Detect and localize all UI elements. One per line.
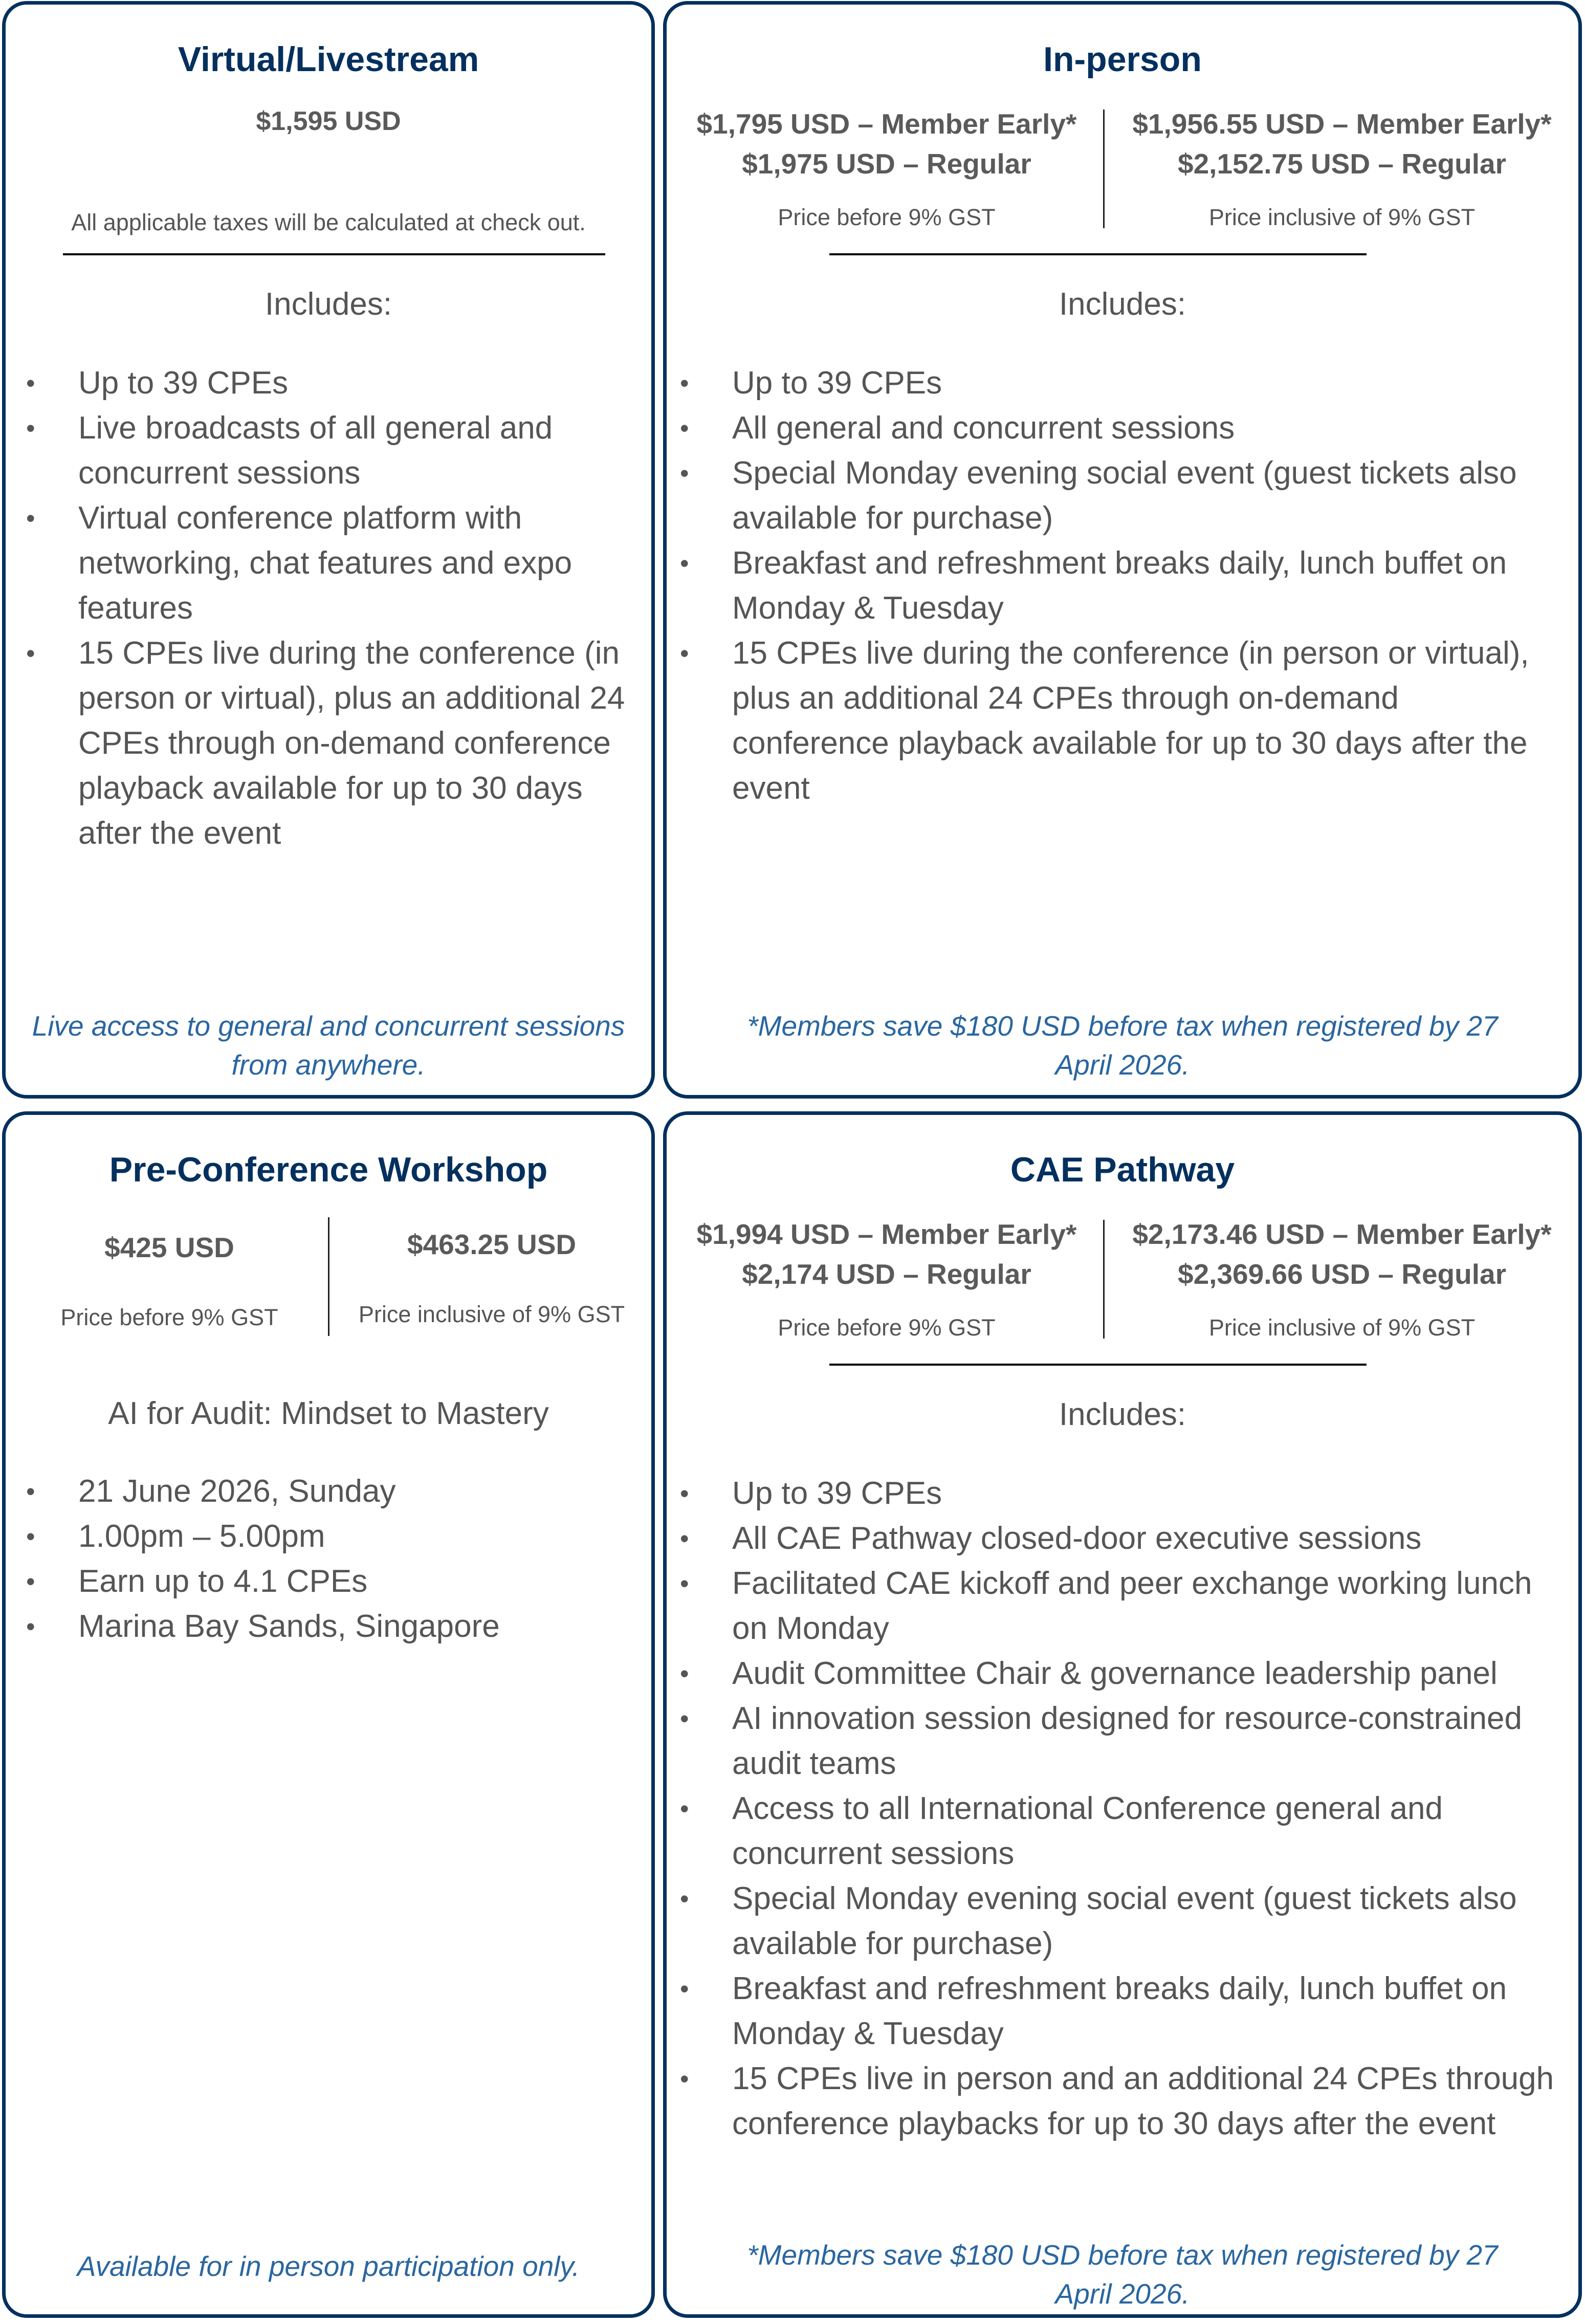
bullet-icon: • xyxy=(680,1479,689,1508)
bullet-icon: • xyxy=(680,1884,689,1913)
price-label: Price inclusive of 9% GST xyxy=(1208,204,1476,230)
column-divider xyxy=(1103,109,1105,228)
bullet-icon: • xyxy=(680,414,689,443)
list-item: • 15 CPEs live during the conference (in person or virtual), plus an additional 24 CPEs through on-demand conference playback available for up to 30 days after the event xyxy=(13,631,631,856)
price-before-tax xyxy=(6,1227,333,1331)
price-incl-tax xyxy=(1107,104,1577,231)
divider xyxy=(829,1364,1367,1366)
price: $463.25 USD xyxy=(407,1229,577,1260)
list-item: • Virtual conference platform with networking, chat features and expo features xyxy=(13,496,631,631)
member-early-price: $1,956.55 USD – Member Early* xyxy=(1132,108,1552,140)
includes-label: Includes: xyxy=(1059,287,1186,322)
price: $1,595 USD xyxy=(256,106,401,136)
virtual-livestream-card xyxy=(2,1,655,1099)
bullet-icon: • xyxy=(26,414,35,443)
pre-conference-workshop-card xyxy=(2,1111,655,2318)
in-person-card xyxy=(663,1,1582,1099)
price-before-tax xyxy=(667,1214,1107,1341)
card-title: Pre-Conference Workshop xyxy=(109,1150,548,1189)
bullet-icon: • xyxy=(680,1794,689,1823)
bullet-icon: • xyxy=(26,1612,35,1641)
list-item: • All CAE Pathway closed-door executive sessions xyxy=(667,1516,1568,1561)
bullet-icon: • xyxy=(26,639,35,668)
list-item: • 21 June 2026, Sunday xyxy=(13,1469,631,1514)
price-incl-tax xyxy=(1107,1214,1577,1341)
bullet-icon: • xyxy=(680,369,689,398)
list-item: • Marina Bay Sands, Singapore xyxy=(13,1604,631,1649)
list-item: • Access to all International Conference general and concurrent sessions xyxy=(667,1786,1568,1876)
inclusions-list xyxy=(667,361,1558,811)
price-label: Price before 9% GST xyxy=(778,1314,996,1341)
price-label: Price inclusive of 9% GST xyxy=(358,1301,625,1327)
list-item: • Up to 39 CPEs xyxy=(13,361,631,406)
inclusions-list xyxy=(667,1471,1568,2146)
bullet-icon: • xyxy=(680,549,689,578)
price-before-tax xyxy=(667,104,1107,231)
divider xyxy=(829,253,1367,255)
bullet-icon: • xyxy=(26,1522,35,1551)
regular-price: $2,152.75 USD – Regular xyxy=(1177,148,1506,180)
inclusions-list xyxy=(13,361,631,856)
cae-pathway-card xyxy=(663,1111,1582,2318)
price-incl-tax xyxy=(333,1224,650,1328)
list-item: • All general and concurrent sessions xyxy=(667,406,1558,451)
card-title: CAE Pathway xyxy=(1010,1150,1235,1189)
footer-note: *Members save $180 USD before tax when registered by 27 April 2026. xyxy=(747,2239,1498,2310)
list-item: • Special Monday evening social event (guest tickets also available for purchase) xyxy=(667,1876,1568,1966)
regular-price: $1,975 USD – Regular xyxy=(742,148,1031,180)
bullet-icon: • xyxy=(680,1975,689,2003)
price-label: Price inclusive of 9% GST xyxy=(1208,1314,1476,1341)
list-item: • Up to 39 CPEs xyxy=(667,361,1558,406)
list-item: • AI innovation session designed for resource-constrained audit teams xyxy=(667,1696,1568,1786)
bullet-icon: • xyxy=(26,1567,35,1596)
footer-note: Live access to general and concurrent sessions from anywhere. xyxy=(32,1010,625,1081)
bullet-icon: • xyxy=(680,639,689,668)
member-early-price: $2,173.46 USD – Member Early* xyxy=(1132,1218,1552,1250)
list-item: • 15 CPEs live in person and an additional 24 CPEs through conference playbacks for up to 30 days after the event xyxy=(667,2056,1568,2146)
divider xyxy=(63,253,605,255)
bullet-icon: • xyxy=(680,2065,689,2093)
list-item: • 1.00pm – 5.00pm xyxy=(13,1514,631,1559)
regular-price: $2,174 USD – Regular xyxy=(742,1258,1031,1290)
card-title: In-person xyxy=(1043,40,1202,79)
bullet-icon: • xyxy=(680,1569,689,1598)
footer-note: Available for in person participation only. xyxy=(77,2250,580,2282)
bullet-icon: • xyxy=(680,1704,689,1733)
regular-price: $2,369.66 USD – Regular xyxy=(1177,1258,1506,1290)
column-divider xyxy=(328,1217,329,1336)
member-early-price: $1,795 USD – Member Early* xyxy=(696,108,1077,140)
list-item: • Breakfast and refreshment breaks daily, lunch buffet on Monday & Tuesday xyxy=(667,541,1558,631)
includes-label: Includes: xyxy=(265,287,392,322)
bullet-icon: • xyxy=(680,459,689,488)
bullet-icon: • xyxy=(680,1659,689,1688)
member-early-price: $1,994 USD – Member Early* xyxy=(696,1218,1077,1250)
list-item: • 15 CPEs live during the conference (in person or virtual), plus an additional 24 CPEs through on-demand conference playback available for up to 30 days after the event xyxy=(667,631,1558,811)
bullet-icon: • xyxy=(26,504,35,533)
list-item: • Facilitated CAE kickoff and peer exchange working lunch on Monday xyxy=(667,1561,1568,1651)
price-label: Price before 9% GST xyxy=(778,204,996,230)
column-divider xyxy=(1103,1220,1105,1339)
list-item: • Audit Committee Chair & governance leadership panel xyxy=(667,1651,1568,1696)
card-title: Virtual/Livestream xyxy=(178,40,479,79)
list-item: • Earn up to 4.1 CPEs xyxy=(13,1559,631,1604)
price: $425 USD xyxy=(104,1232,234,1263)
list-item: • Breakfast and refreshment breaks daily, lunch buffet on Monday & Tuesday xyxy=(667,1966,1568,2056)
footer-note: *Members save $180 USD before tax when registered by 27 April 2026. xyxy=(747,1010,1498,1081)
bullet-icon: • xyxy=(26,1477,35,1506)
list-item: • Up to 39 CPEs xyxy=(667,1471,1568,1516)
tax-note: All applicable taxes will be calculated at check out. xyxy=(71,209,586,235)
list-item: • Live broadcasts of all general and concurrent sessions xyxy=(13,406,631,496)
bullet-icon: • xyxy=(680,1524,689,1553)
workshop-subtitle: AI for Audit: Mindset to Mastery xyxy=(108,1396,549,1431)
list-item: • Special Monday evening social event (guest tickets also available for purchase) xyxy=(667,451,1558,541)
price-label: Price before 9% GST xyxy=(60,1304,278,1330)
bullet-icon: • xyxy=(26,369,35,398)
includes-label: Includes: xyxy=(1059,1397,1186,1432)
details-list xyxy=(13,1469,631,1649)
